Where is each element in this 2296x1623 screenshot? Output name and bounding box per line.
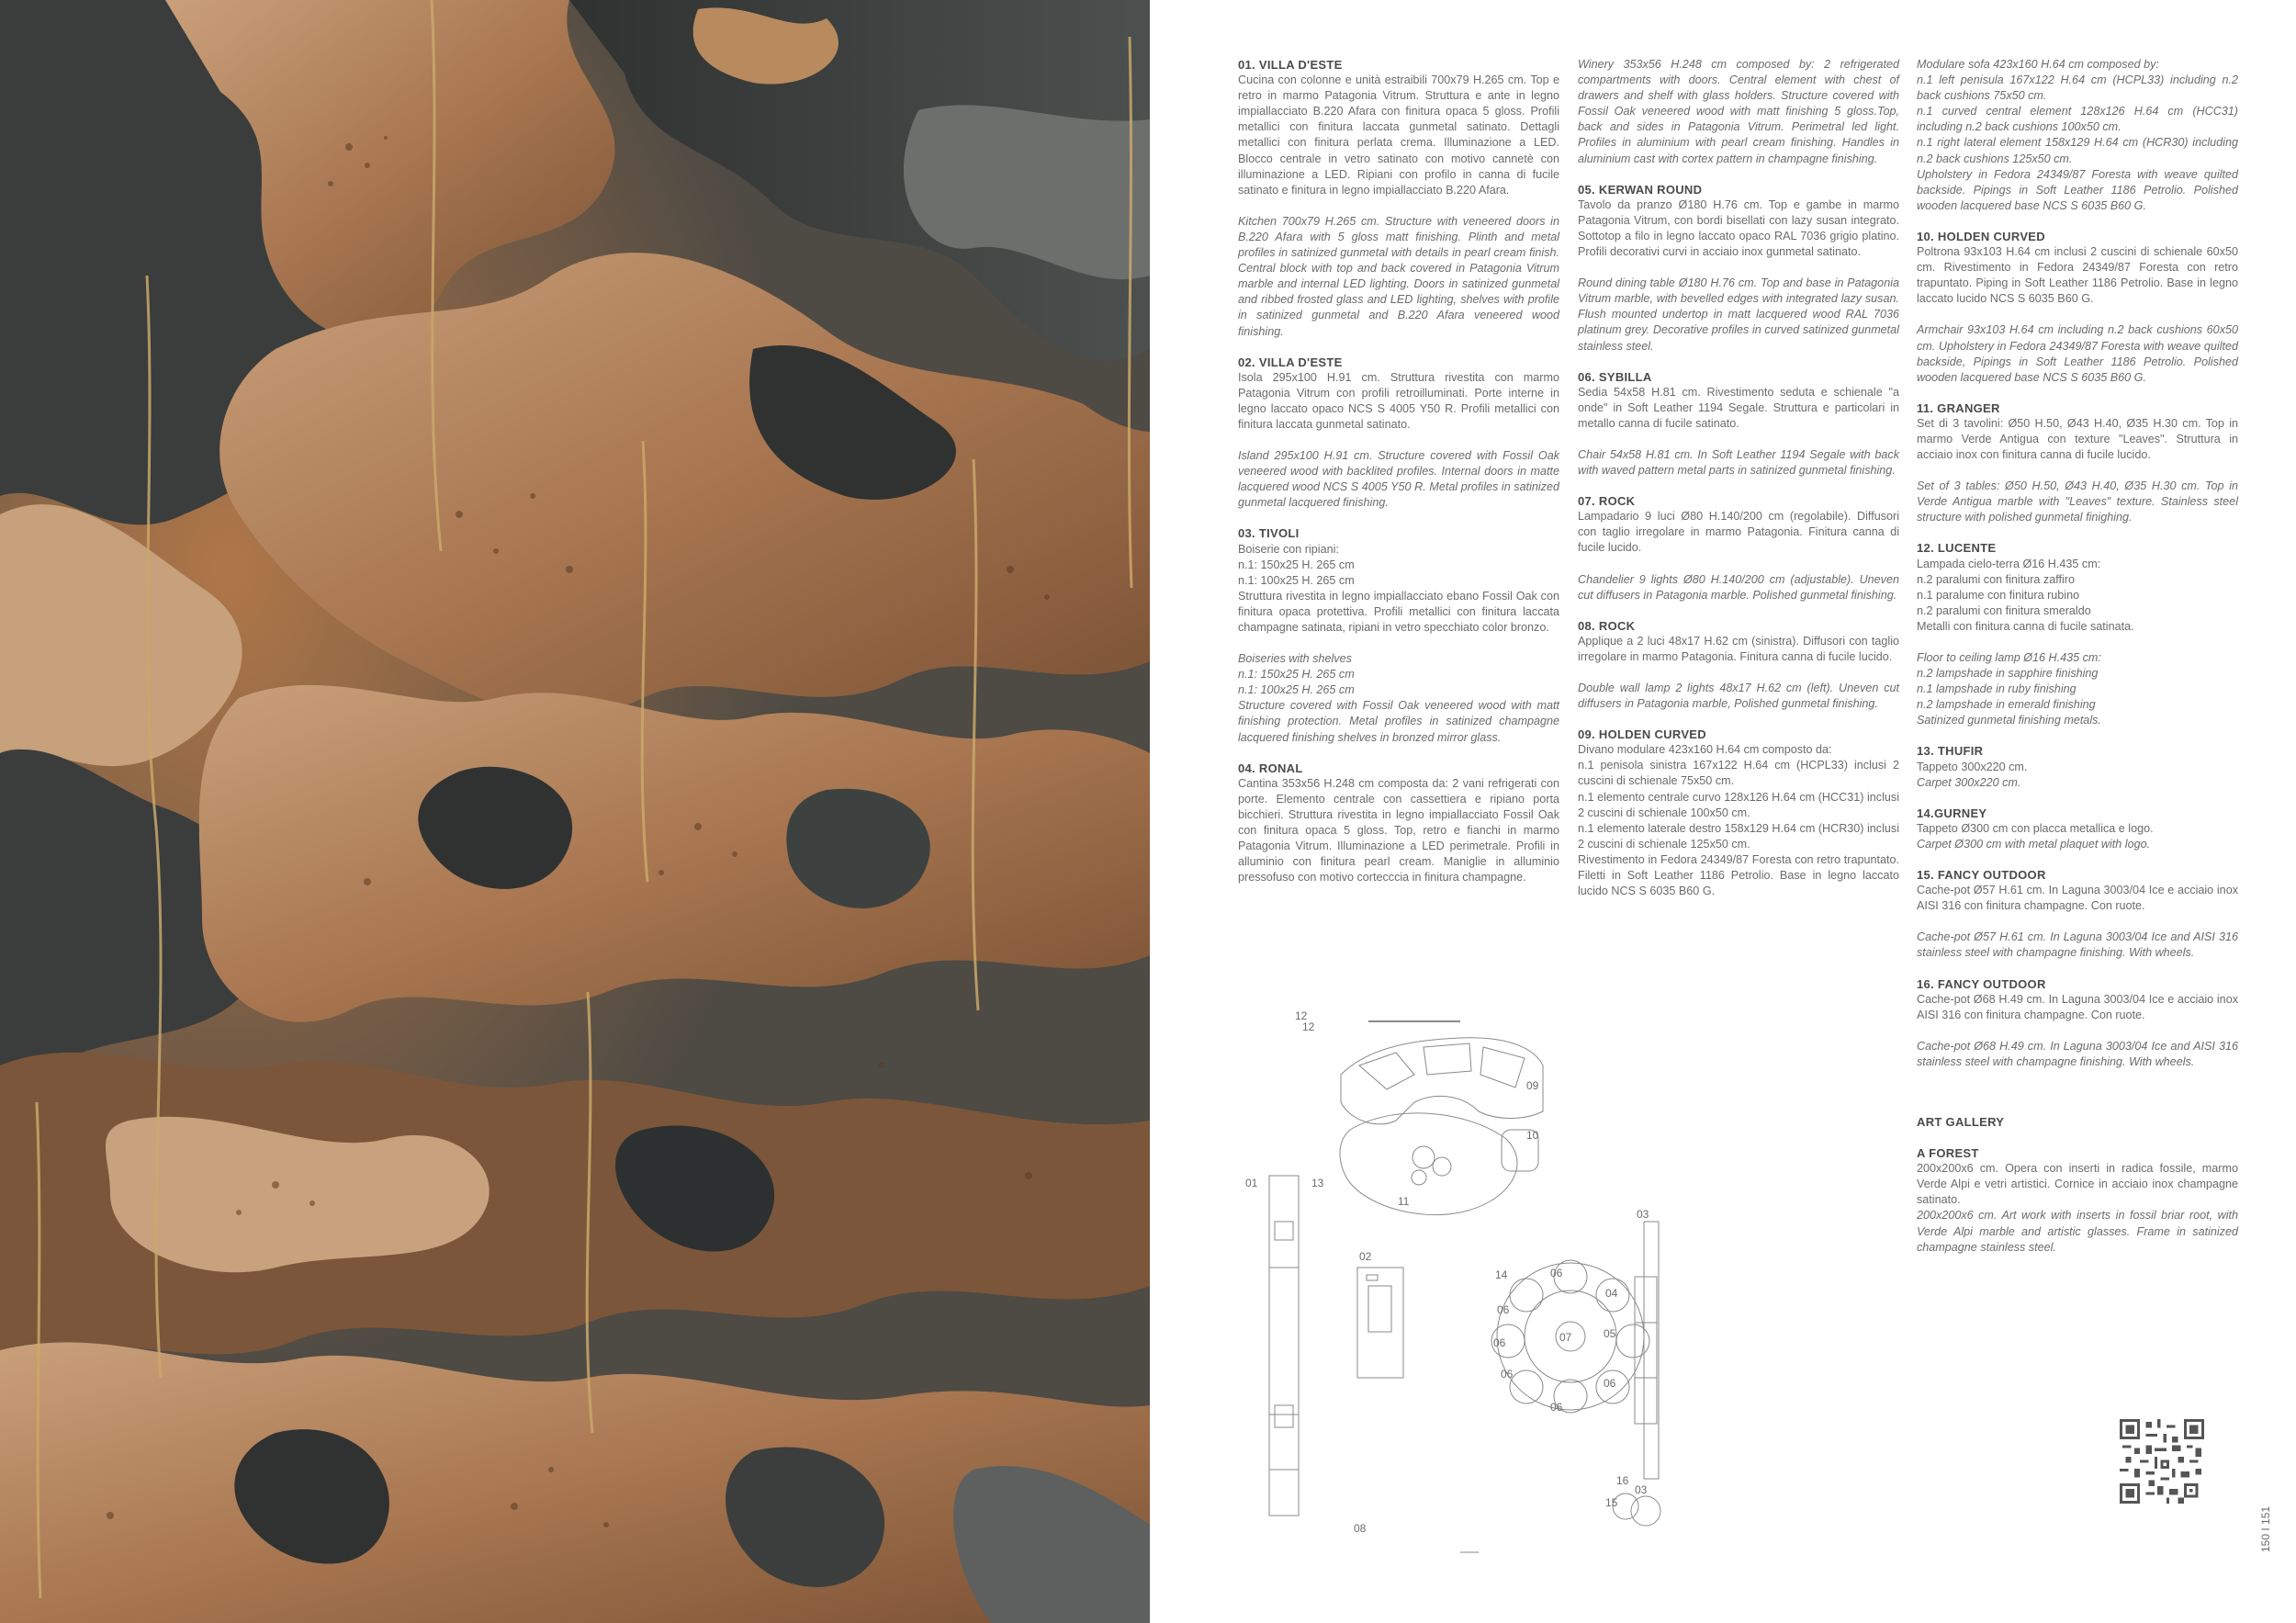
- entry-title: 04. RONAL: [1238, 761, 1303, 775]
- plan-label-02: 02: [1359, 1250, 1372, 1263]
- entry-14: [1917, 806, 2238, 852]
- entry-12: [1917, 540, 2238, 728]
- entry-text-it: Divano modulare 423x160 H.64 cm composto da: n.1 penisola sinistra 167x122 H.64 cm (HCPL33) inclusi 2 cuscini di schienale 75x50 cm. n.1 elemento centrale curvo 128x126 H.64 cm (HCC31) inclusi 2 cuscini di schienale 100x50 cm. n.1 elemento laterale destro 158x129 H.64 cm (HCR30) inclusi 2 cuscini di schienale 125x50 cm. Rivestimento in Fedora 24349/87 Foresta con retro trapuntato. Filetti in Soft Leather 1186 Petrolio. Base in legno laccato lucido NCS S 6035 B60 G.: [1578, 743, 1899, 898]
- plan-label-06b: 06: [1497, 1303, 1510, 1316]
- entry-16: [1917, 976, 2238, 1070]
- entry-title: 06. SYBILLA: [1578, 369, 1652, 384]
- plan-label-14: 14: [1495, 1268, 1508, 1281]
- entry-03: [1238, 525, 1559, 745]
- plan-label-06c: 06: [1493, 1336, 1506, 1349]
- entry-04: [1238, 761, 1559, 886]
- entry-title: 16. FANCY OUTDOOR: [1917, 976, 2046, 991]
- entry-text-it: Isola 295x100 H.91 cm. Struttura rivestita con marmo Patagonia Vitrum con profili retroilluminati. Porte interne in legno laccato opaco NCS S 4005 Y50 R. Profili metallici con finitura laccata gunmetal satinato.: [1238, 370, 1559, 431]
- entry-text-en: Chair 54x58 H.81 cm. In Soft Leather 1194 Segale with back with waved pattern metal parts in satinized gunmetal finishing.: [1578, 447, 1899, 478]
- plan-label-11: 11: [1398, 1195, 1410, 1208]
- entry-text-en: Armchair 93x103 H.64 cm including n.2 back cushions 60x50 cm. Upholstery in Fedora 24349/87 Foresta with weave quilted backside, Pipings in Soft Leather 1186 Petrolio. Polished wooden lacquered base NCS S 6035 B60 G.: [1917, 323, 2238, 384]
- plan-label-15: 15: [1605, 1496, 1618, 1509]
- entry-title: 09. HOLDEN CURVED: [1578, 727, 1706, 742]
- plan-label-09: 09: [1526, 1079, 1539, 1092]
- entry-text-en: Carpet Ø300 cm with metal plaquet with logo.: [1917, 837, 2151, 851]
- entry-04-en: [1578, 57, 1899, 167]
- entry-07: [1578, 493, 1899, 603]
- entry-text-it: 200x200x6 cm. Opera con inserti in radica fossile, marmo Verde Alpi e vetri artistici. Cornice in acciaio inox champagne satinato.: [1917, 1162, 2238, 1207]
- entry-title: 12. LUCENTE: [1917, 541, 1997, 556]
- entry-title: 01. VILLA D'ESTE: [1238, 58, 1343, 72]
- qr-code[interactable]: [2120, 1419, 2204, 1504]
- floor-plan: [1231, 1010, 1874, 1561]
- entry-08: [1578, 618, 1899, 712]
- entry-text-en: Chandelier 9 lights Ø80 H.140/200 cm (adjustable). Uneven cut diffusers in Patagonia marble. Polished gunmetal finishing.: [1578, 572, 1899, 602]
- entry-text-en: Cache-pot Ø68 H.49 cm. In Laguna 3003/04 Ice and AISI 316 stainless steel with champagne finishing. With wheels.: [1917, 1039, 2238, 1068]
- plan-label-05: 05: [1604, 1327, 1616, 1340]
- plan-label-06d: 06: [1604, 1377, 1616, 1390]
- entry-text-en: Double wall lamp 2 lights 48x17 H.62 cm (left). Uneven cut diffusers in Patagonia marble, Polished gunmetal finishing.: [1578, 682, 1899, 711]
- page-number: 150 I 151: [2259, 1505, 2272, 1552]
- entry-text-en: 200x200x6 cm. Art work with inserts in fossil briar root, with Verde Alpi marble and artistic glasses. Frame in satinized champagne stainless steel.: [1917, 1209, 2238, 1254]
- entry-01: [1238, 57, 1559, 340]
- plan-label-06f: 06: [1550, 1401, 1563, 1414]
- entry-text-en: Boiseries with shelves n.1: 150x25 H. 265 cm n.1: 100x25 H. 265 cm Structure covered with Fossil Oak veneered wood with matt finishing protection. Metal profiles in satinized champagne lacquered finishing shelves in bronzed mirror glass.: [1238, 652, 1559, 744]
- entry-text-it: Cache-pot Ø68 H.49 cm. In Laguna 3003/04 Ice e acciaio inox AISI 316 con finitura champagne. Con ruote.: [1917, 992, 2238, 1021]
- plan-label-04: 04: [1605, 1287, 1618, 1300]
- entry-text-en: Carpet 300x220 cm.: [1917, 775, 2021, 789]
- entry-text-it: Applique a 2 luci 48x17 H.62 cm (sinistra). Diffusori con taglio irregolare in marmo Patagonia. Finitura canna di fucile lucido.: [1578, 634, 1899, 663]
- plan-label-06e: 06: [1501, 1368, 1514, 1381]
- entry-text-en: Winery 353x56 H.248 cm composed by: 2 refrigerated compartments with doors. Central element with chest of drawers and shelf with glass holders. Structure covered with Fossil Oak veneered wood with matt finishing 5 gloss.Top, back and sides in Patagonia Vitrum. Perimetral led light. Profiles in aluminium with pearl cream finishing. Handles in aluminium cast with cortex pattern in champagne finishing.: [1578, 58, 1899, 165]
- entry-13: [1917, 743, 2238, 790]
- entry-title: 13. THUFIR: [1917, 744, 1984, 759]
- entry-05: [1578, 182, 1899, 355]
- entry-10: [1917, 229, 2238, 386]
- entry-text-it: Poltrona 93x103 H.64 cm inclusi 2 cuscini di schienale 60x50 cm. Rivestimento in Fedora 24349/87 Foresta con retro trapuntato. Piping in Soft Leather 1186 Petrolio. Base in legno laccato lucido NCS S 6035 B60 G.: [1917, 245, 2238, 306]
- entry-title: A FOREST: [1917, 1146, 1979, 1161]
- plan-label-01: 01: [1245, 1177, 1258, 1189]
- entry-text-it: Set di 3 tavolini: Ø50 H.50, Ø43 H.40, Ø35 H.30 cm. Top in marmo Verde Antigua con texture "Leaves". Struttura in acciaio inox con finitura canna di fucile lucido.: [1917, 416, 2238, 462]
- entry-09: [1578, 727, 1899, 899]
- plan-label-06a: 06: [1550, 1267, 1563, 1279]
- entry-11: [1917, 400, 2238, 526]
- entry-title: 08. ROCK: [1578, 618, 1636, 633]
- entry-text-en: Cache-pot Ø57 H.61 cm. In Laguna 3003/04 Ice and AISI 316 stainless steel with champagne finishing. With wheels.: [1917, 930, 2238, 960]
- entry-title: 14.GURNEY: [1917, 806, 1987, 820]
- entry-text-it: Lampada cielo-terra Ø16 H.435 cm: n.2 paralumi con finitura zaffiro n.1 paralume con finitura rubino n.2 paralumi con finitura smeraldo Metalli con finitura canna di fucile satinata.: [1917, 557, 2134, 633]
- plan-label-16: 16: [1616, 1474, 1629, 1487]
- entry-title: 02. VILLA D'ESTE: [1238, 355, 1343, 369]
- entry-text-it: Tappeto 300x220 cm.: [1917, 760, 2028, 773]
- entry-text-it: Cantina 353x56 H.248 cm composta da: 2 vani refrigerati con porte. Elemento centrale con cassettiera e ripiano porta bicchieri. Struttura rivestita in legno impiallacciato Fossil Oak con finitura opaca 5 gloss. Top, retro e fianchi in marmo Patagonia Vitrum. Illuminazione a LED perimetrale. Profili in alluminio con finitura pearl cream. Maniglie in alluminio pressofuso con motivo cortecccia in finitura champagne.: [1238, 776, 1559, 885]
- plan-label-08: 08: [1354, 1522, 1367, 1535]
- entry-text-en: Island 295x100 H.91 cm. Structure covered with Fossil Oak veneered wood with backlited profiles. Internal doors in matte lacquered wood NCS S 4005 Y50 R. Metal profiles in satinized gunmetal lacquered finishing.: [1238, 449, 1559, 510]
- entry-text-it: Boiserie con ripiani: n.1: 150x25 H. 265 cm n.1: 100x25 H. 265 cm Struttura rivestita in legno impiallacciato ebano Fossil Oak con finitura opaca protettiva. Profili metallici con finitura laccata champagne satinata, ripiani in vetro specchiato color bronzo.: [1238, 542, 1559, 634]
- entry-title: 10. HOLDEN CURVED: [1917, 229, 2045, 243]
- text-column-3: [1917, 57, 2238, 1270]
- entry-title: 03. TIVOLI: [1238, 526, 1300, 541]
- entry-15: [1917, 867, 2238, 961]
- art-gallery-entry: [1917, 1145, 2238, 1256]
- entry-text-it: Tavolo da pranzo Ø180 H.76 cm. Top e gambe in marmo Patagonia Vitrum, con bordi bisellati con lazy susan integrato. Sottotop a filo in legno laccato opaco RAL 7036 grigio platino. Profili decorativi curvi in acciaio inox gunmetal satinato.: [1578, 197, 1899, 259]
- entry-text-en: Set of 3 tables: Ø50 H.50, Ø43 H.40, Ø35 H.30 cm. Top in Verde Antigua marble with "Leaves" texture. Stainless steel structure with polished gunmetal finighing.: [1917, 479, 2238, 524]
- entry-text-it: Tappeto Ø300 cm con placca metallica e logo.: [1917, 821, 2154, 835]
- entry-02: [1238, 355, 1559, 512]
- entry-title: 15. FANCY OUTDOOR: [1917, 868, 2046, 883]
- plan-label-13: 13: [1311, 1177, 1324, 1189]
- entry-09-en: [1917, 57, 2238, 214]
- plan-label-12b: 12: [1302, 1020, 1315, 1033]
- text-column-2: [1578, 57, 1899, 914]
- entry-text-en: Round dining table Ø180 H.76 cm. Top and base in Patagonia Vitrum marble, with bevelled edges with integrated lazy susan. Flush mounted undertop in matt lacquered wood RAL 7036 platinum grey. Decorative profiles in curved satinized gunmetal stainless steel.: [1578, 276, 1899, 353]
- plan-label-07: 07: [1559, 1331, 1572, 1344]
- entry-text-en: Floor to ceiling lamp Ø16 H.435 cm: n.2 lampshade in sapphire finishing n.1 lampshade in ruby finishing n.2 lampshade in emerald finishing Satinized gunmetal finishing metals.: [1917, 651, 2101, 727]
- entry-text-it: Lampadario 9 luci Ø80 H.140/200 cm (regolabile). Diffusori con taglio irregolare in marmo Patagonia. Finitura canna di fucile lucido.: [1578, 510, 1899, 555]
- entry-text-it: Sedia 54x58 H.81 cm. Rivestimento seduta e schienale "a onde" in Soft Leather 1194 Segale. Struttura e particolari in metallo canna di fucile satinato.: [1578, 385, 1899, 430]
- plan-label-03-top: 03: [1637, 1208, 1649, 1221]
- text-column-1: [1238, 57, 1559, 900]
- plan-labels: [1245, 1010, 1649, 1535]
- entry-text-en: Modulare sofa 423x160 H.64 cm composed by: n.1 left penisula 167x122 H.64 cm (HCPL33) including n.2 back cushions 75x50 cm. n.1 curved central element 128x126 H.64 cm (HCC31) including n.2 back cushions 100x50 cm. n.1 right lateral element 158x129 H.64 cm (HCR30) including n.2 back cushions 125x50 cm. Upholstery in Fedora 24349/87 Foresta with weave quilted backside. Pipings in Soft Leather 1186 Petrolio. Polished wooden lacquered base NCS S 6035 B60 G.: [1917, 58, 2238, 212]
- plan-label-12: 12: [1295, 1010, 1308, 1022]
- plan-label-03-bottom: 03: [1635, 1483, 1648, 1496]
- entry-06: [1578, 369, 1899, 479]
- entry-text-en: Kitchen 700x79 H.265 cm. Structure with veneered doors in B.220 Afara with 5 gloss matt finishing. Plinth and metal profiles in satinized gunmetal with details in pearl cream finish. Central block with top and back covered in Patagonia Vitrum marble and internal LED lighting. Doors in satinized gunmetal and ribbed frosted glass and LED lighting, shelves with profile in satinized gunmetal and B.220 Afara veneered wood finishing.: [1238, 214, 1559, 338]
- entry-title: 11. GRANGER: [1917, 400, 2000, 415]
- entry-text-it: Cucina con colonne e unità estraibili 700x79 H.265 cm. Top e retro in marmo Patagonia Vitrum. Struttura e ante in legno impiallacciato B.220 Afara con finitura opaca 5 gloss. Profili metallici con finitura laccata gunmetal satinato. Dettagli metallici con finitura perlata crema. Illuminazione a LED. Blocco centrale in vetro satinato con motivo cannetè con illuminazione a LED. Ripiani con profilo in canna di fucile satinato e finitura in legno impiallacciato B.220 Afara.: [1238, 73, 1559, 197]
- entry-title: 05. KERWAN ROUND: [1578, 182, 1703, 197]
- art-gallery-heading: ART GALLERY: [1917, 1114, 2005, 1129]
- entry-title: 07. ROCK: [1578, 494, 1636, 509]
- entry-text-it: Cache-pot Ø57 H.61 cm. In Laguna 3003/04 Ice e acciaio inox AISI 316 con finitura champagne. Con ruote.: [1917, 884, 2238, 913]
- plan-label-10: 10: [1526, 1129, 1539, 1142]
